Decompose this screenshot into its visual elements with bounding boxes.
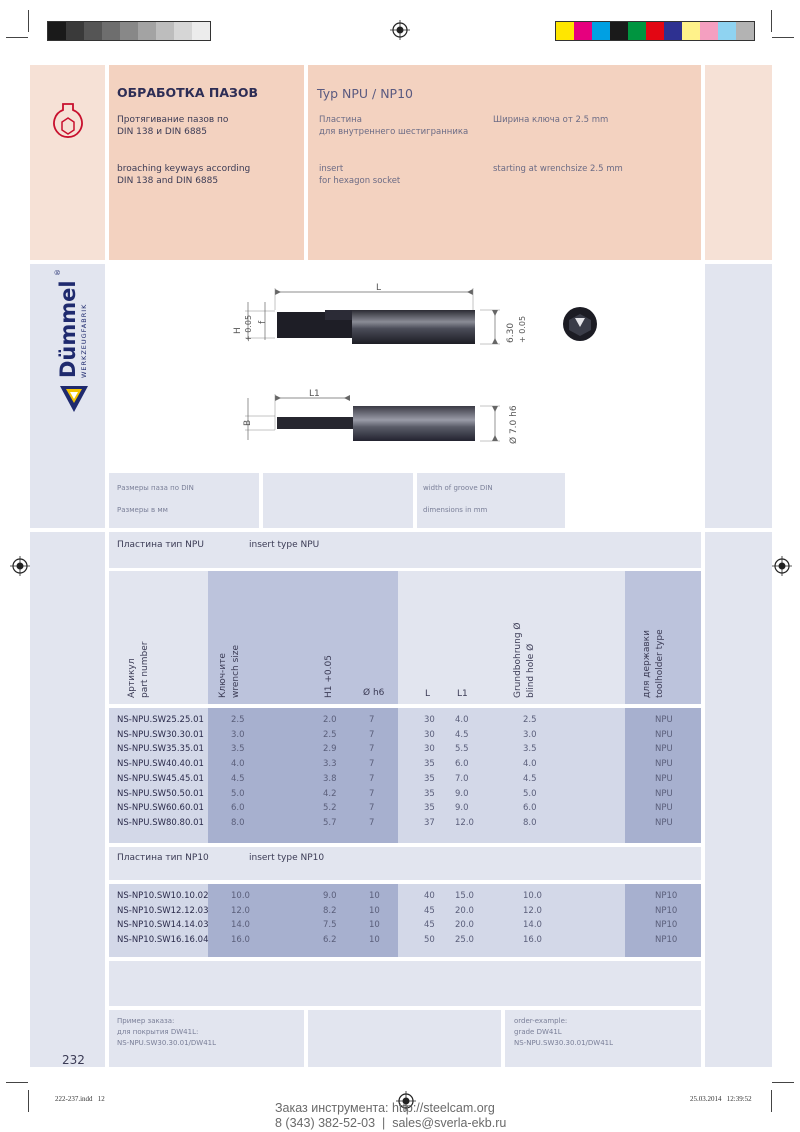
cell-holder: NPU xyxy=(655,744,673,755)
cell-d: 10 xyxy=(369,920,380,931)
order-en-3: NS-NPU.SW30.30.01/DW41L xyxy=(514,1039,614,1047)
col-article-2: part number xyxy=(140,641,150,698)
spacer-row xyxy=(109,961,701,1006)
color-bar-grayscale xyxy=(47,21,211,41)
cell-h1: 5.7 xyxy=(323,817,337,828)
crop-mark xyxy=(28,1090,29,1112)
cell-L1: 9.0 xyxy=(455,788,469,799)
cell-L: 30 xyxy=(424,744,435,755)
cell-d: 7 xyxy=(369,817,375,828)
cell-wrench: 3.5 xyxy=(231,744,245,755)
cell-holder: NPU xyxy=(655,803,673,814)
column-header-row xyxy=(109,571,701,704)
cell-wrench: 10.0 xyxy=(231,891,250,901)
cell-h1: 2.5 xyxy=(323,729,337,740)
color-swatch xyxy=(646,22,664,40)
cell-wrench: 12.0 xyxy=(231,905,250,916)
dim-f: f xyxy=(258,320,268,324)
cell-wrench: 14.0 xyxy=(231,920,250,931)
brand-subtitle: WERKZEUGFABRIK xyxy=(80,303,88,378)
color-swatch xyxy=(556,22,574,40)
notes-panel-en xyxy=(417,473,565,528)
color-swatch xyxy=(574,22,592,40)
cell-L1: 20.0 xyxy=(455,905,474,916)
color-swatch xyxy=(48,22,66,40)
order-ru-3: NS-NPU.SW30.30.01/DW41L xyxy=(117,1039,217,1047)
cell-part: NS-NPU.SW35.35.01 xyxy=(117,744,204,755)
order-en-2: grade DW41L xyxy=(514,1028,562,1036)
cell-part: NS-NP10.SW14.14.03 xyxy=(117,920,209,931)
cell-L: 35 xyxy=(424,803,435,814)
cell-d: 10 xyxy=(369,905,380,916)
drawing-edge-panel xyxy=(705,264,772,528)
cell-part: NS-NPU.SW45.45.01 xyxy=(117,773,204,784)
col-dh6: Ø h6 xyxy=(363,688,385,698)
header-icon-panel xyxy=(30,65,105,260)
color-swatch xyxy=(84,22,102,40)
cell-h1: 6.2 xyxy=(323,935,337,946)
dim-630: 6.30 xyxy=(506,322,516,343)
cell-L1: 7.0 xyxy=(455,773,469,784)
order-en-1: order-example: xyxy=(514,1017,568,1025)
cell-L: 30 xyxy=(424,715,435,725)
color-swatch xyxy=(700,22,718,40)
registration-mark-right xyxy=(772,556,792,576)
page-number: 232 xyxy=(62,1053,85,1067)
cell-L: 35 xyxy=(424,788,435,799)
cell-L: 50 xyxy=(424,935,435,946)
color-swatch xyxy=(736,22,754,40)
cell-L1: 6.0 xyxy=(455,759,469,770)
color-swatch xyxy=(156,22,174,40)
cell-part: NS-NP10.SW12.12.03 xyxy=(117,905,209,916)
cell-L: 35 xyxy=(424,759,435,770)
notes-panel-mid xyxy=(263,473,413,528)
insert-en-line2: for hexagon socket xyxy=(319,176,401,186)
npu-title-ru: Пластина тип NPU xyxy=(117,540,204,550)
cell-d: 7 xyxy=(369,729,375,740)
cell-L1: 4.0 xyxy=(455,715,469,725)
table-side-left xyxy=(30,532,105,1067)
footer-line2[interactable]: 8 (343) 382-52-03 | sales@sverla-ekb.ru xyxy=(275,1116,507,1130)
color-bar-cmyk xyxy=(555,21,755,41)
col-article-1: Артикул xyxy=(127,658,137,698)
cell-blind: 8.0 xyxy=(523,817,537,828)
dim-630-tolerance: + 0.05 xyxy=(518,315,527,343)
color-swatch xyxy=(682,22,700,40)
cell-wrench: 3.0 xyxy=(231,729,245,740)
cell-h1: 3.3 xyxy=(323,759,337,770)
cell-holder: NPU xyxy=(655,715,673,725)
dim-L1: L1 xyxy=(309,389,320,399)
color-swatch xyxy=(138,22,156,40)
cell-part: NS-NPU.SW30.30.01 xyxy=(117,729,204,740)
cell-d: 10 xyxy=(369,935,380,946)
cell-h1: 2.0 xyxy=(323,715,337,725)
cell-blind: 14.0 xyxy=(523,920,542,931)
brand-registered: ® xyxy=(54,269,62,276)
cell-part: NS-NPU.SW50.50.01 xyxy=(117,788,204,799)
order-panel-mid xyxy=(308,1010,501,1067)
cell-blind: 16.0 xyxy=(523,935,542,946)
col-L: L xyxy=(425,689,431,699)
cell-d: 10 xyxy=(369,891,380,901)
table-side-right xyxy=(705,532,772,1067)
registration-mark-top xyxy=(390,20,410,40)
cell-L: 30 xyxy=(424,729,435,740)
cell-L1: 4.5 xyxy=(455,729,469,740)
cell-L1: 5.5 xyxy=(455,744,469,755)
insert-ru-line1: Пластина xyxy=(319,115,362,125)
col-holder-2: toolholder type xyxy=(655,629,665,698)
cell-wrench: 2.5 xyxy=(231,715,245,725)
brand-symbol-icon xyxy=(58,384,90,414)
cell-blind: 6.0 xyxy=(523,803,537,814)
cell-part: NS-NP10.SW16.16.04 xyxy=(117,935,209,946)
cell-d: 7 xyxy=(369,759,375,770)
col-blind-2: blind hole Ø xyxy=(526,643,536,698)
slug-date: 25.03.2014 12:39:52 xyxy=(690,1095,752,1103)
cell-h1: 7.5 xyxy=(323,920,337,931)
cell-d: 7 xyxy=(369,803,375,814)
crop-mark xyxy=(772,37,794,38)
dim-H: H xyxy=(233,327,243,334)
cell-wrench: 4.5 xyxy=(231,773,245,784)
wrench-ru: Ширина ключа от 2.5 mm xyxy=(493,115,609,125)
cell-h1: 4.2 xyxy=(323,788,337,799)
crop-mark xyxy=(6,1082,28,1083)
cell-h1: 3.8 xyxy=(323,773,337,784)
col-L1: L1 xyxy=(457,689,468,699)
col-holder-1: для державки xyxy=(642,630,652,698)
slug-file: 222-237.indd 12 xyxy=(55,1095,105,1103)
npu-title-en: insert type NPU xyxy=(249,540,320,550)
brand-name: Dümmel xyxy=(56,280,80,378)
dim-diameter-7: Ø 7.0 h6 xyxy=(509,405,519,444)
cell-h1: 9.0 xyxy=(323,891,337,901)
cell-d: 7 xyxy=(369,744,375,755)
color-swatch xyxy=(192,22,210,40)
section-title-ru: ОБРАБОТКА ПАЗОВ xyxy=(117,85,259,100)
cell-L1: 9.0 xyxy=(455,803,469,814)
note-ru-2: Размеры в мм xyxy=(117,506,168,514)
cell-wrench: 4.0 xyxy=(231,759,245,770)
keyway-icon xyxy=(50,100,86,150)
header-panel-edge xyxy=(705,65,772,260)
cell-L: 37 xyxy=(424,817,435,828)
cell-h1: 8.2 xyxy=(323,905,337,916)
dim-L: L xyxy=(376,283,382,293)
insert-ru-line2: для внутреннего шестигранника xyxy=(319,127,469,137)
cell-wrench: 16.0 xyxy=(231,935,250,946)
note-ru-1: Размеры паза по DIN xyxy=(117,484,194,492)
cell-wrench: 5.0 xyxy=(231,788,245,799)
color-swatch xyxy=(120,22,138,40)
cell-L: 45 xyxy=(424,920,435,931)
cell-blind: 3.5 xyxy=(523,744,537,755)
insert-en-line1: insert xyxy=(319,164,344,174)
cell-h1: 5.2 xyxy=(323,803,337,814)
color-swatch xyxy=(718,22,736,40)
crop-mark xyxy=(771,10,772,32)
cell-blind: 4.5 xyxy=(523,773,537,784)
color-swatch xyxy=(102,22,120,40)
cell-holder: NPU xyxy=(655,788,673,799)
desc-ru-line1: Протягивание пазов по xyxy=(117,115,229,125)
cell-blind: 4.0 xyxy=(523,759,537,770)
cell-wrench: 6.0 xyxy=(231,803,245,814)
cell-L: 40 xyxy=(424,891,435,901)
desc-ru-line2: DIN 138 и DIN 6885 xyxy=(117,127,208,137)
cell-blind: 10.0 xyxy=(523,891,542,901)
cell-h1: 2.9 xyxy=(323,744,337,755)
cell-holder: NP10 xyxy=(655,935,678,946)
registration-mark-left xyxy=(10,556,30,576)
footer-line1[interactable]: Заказ инструмента: http://steelcam.org xyxy=(275,1101,495,1115)
cell-blind: 5.0 xyxy=(523,788,537,799)
cell-blind: 2.5 xyxy=(523,715,537,725)
order-ru-1: Пример заказа: xyxy=(117,1017,175,1025)
cell-L1: 15.0 xyxy=(455,891,474,901)
color-swatch xyxy=(610,22,628,40)
notes-panel-ru xyxy=(109,473,259,528)
color-swatch xyxy=(664,22,682,40)
type-title: Typ NPU / NP10 xyxy=(317,86,413,101)
cell-part: NS-NPU.SW60.60.01 xyxy=(117,803,204,814)
np10-title-ru: Пластина тип NP10 xyxy=(117,853,209,863)
color-swatch xyxy=(592,22,610,40)
cell-holder: NPU xyxy=(655,759,673,770)
color-swatch xyxy=(66,22,84,40)
cell-d: 7 xyxy=(369,715,375,725)
color-swatch xyxy=(628,22,646,40)
cell-part: NS-NPU.SW40.40.01 xyxy=(117,759,204,770)
cell-part: NS-NP10.SW10.10.02 xyxy=(117,891,209,901)
cell-L1: 12.0 xyxy=(455,817,474,828)
crop-mark xyxy=(6,37,28,38)
cell-L: 35 xyxy=(424,773,435,784)
cell-part: NS-NPU.SW80.80.01 xyxy=(117,817,204,828)
note-en-1: width of groove DIN xyxy=(423,484,493,492)
cell-wrench: 8.0 xyxy=(231,817,245,828)
col-wrench-1: Ключ-ите xyxy=(218,653,228,698)
cell-blind: 12.0 xyxy=(523,905,542,916)
cell-holder: NPU xyxy=(655,773,673,784)
cell-blind: 3.0 xyxy=(523,729,537,740)
cell-holder: NPU xyxy=(655,729,673,740)
cell-L: 45 xyxy=(424,905,435,916)
note-en-2: dimensions in mm xyxy=(423,506,488,514)
desc-en-line2: DIN 138 and DIN 6885 xyxy=(117,176,219,186)
cell-d: 7 xyxy=(369,788,375,799)
col-wrench-2: wrench size xyxy=(231,644,241,698)
dim-H-tolerance: + 0.05 xyxy=(244,314,253,342)
crop-mark xyxy=(28,10,29,32)
order-ru-2: для покрытия DW41L: xyxy=(117,1028,199,1036)
technical-drawing xyxy=(225,280,620,450)
cell-L1: 20.0 xyxy=(455,920,474,931)
cell-holder: NP10 xyxy=(655,920,678,931)
cell-holder: NP10 xyxy=(655,905,678,916)
crop-mark xyxy=(771,1090,772,1112)
cell-holder: NP10 xyxy=(655,891,678,901)
cell-L1: 25.0 xyxy=(455,935,474,946)
dim-B: B xyxy=(243,419,253,426)
crop-mark xyxy=(772,1082,794,1083)
col-blind-1: Grundbohrung Ø xyxy=(513,622,523,698)
wrench-en: starting at wrenchsize 2.5 mm xyxy=(493,164,623,174)
cell-holder: NPU xyxy=(655,817,673,828)
cell-d: 7 xyxy=(369,773,375,784)
color-swatch xyxy=(174,22,192,40)
desc-en-line1: broaching keyways according xyxy=(117,164,251,174)
col-h1: H1 +0.05 xyxy=(324,655,334,698)
cell-part: NS-NPU.SW25.25.01 xyxy=(117,715,204,725)
np10-title-en: insert type NP10 xyxy=(249,853,325,863)
